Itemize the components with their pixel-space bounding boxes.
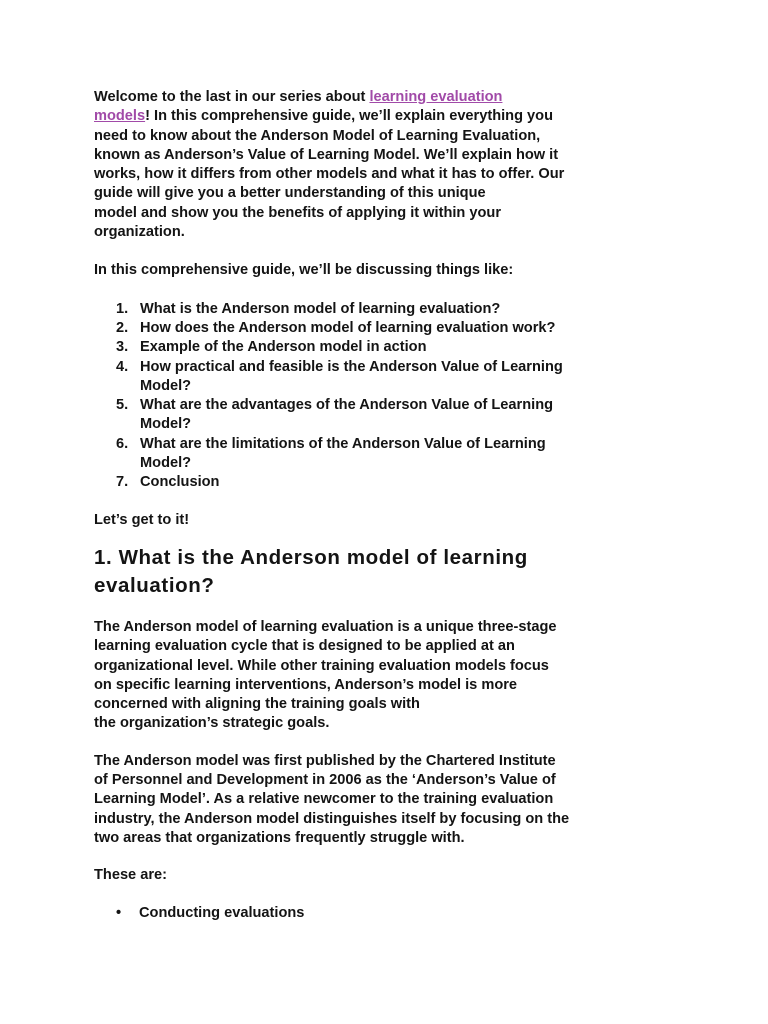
paragraph-line: on specific learning interventions, Anderson’s model is more — [94, 676, 518, 693]
toc-number: 3. — [116, 339, 129, 356]
section-heading-line: evaluation? — [94, 574, 215, 598]
lets-go-text: Let’s get to it! — [94, 511, 190, 528]
section-paragraph-2 — [94, 752, 684, 848]
intro-line: organization. — [94, 224, 185, 241]
section-heading — [94, 544, 684, 601]
learning-evaluation-models-link[interactable]: learning evaluation — [369, 89, 503, 105]
toc-item-6 — [94, 435, 684, 474]
toc-item-1 — [94, 300, 684, 319]
toc-text: What are the limitations of the Anderson Value of Learning — [140, 435, 546, 452]
document-page — [94, 88, 684, 923]
paragraph-line: The Anderson model of learning evaluation is a unique three-stage — [94, 618, 557, 635]
toc-item-4 — [94, 358, 684, 397]
intro-line: model and show you the benefits of applying it within your — [94, 204, 502, 221]
toc-item-2 — [94, 319, 684, 338]
toc-number: 5. — [116, 397, 129, 414]
intro-text-post: ! In this comprehensive guide, we’ll explain everything you — [145, 108, 554, 125]
intro-line: works, how it differs from other models and what it has to offer. Our — [94, 166, 565, 183]
paragraph-line: learning evaluation cycle that is designed to be applied at an — [94, 638, 515, 655]
section-heading-line: 1. What is the Anderson model of learning — [94, 545, 528, 569]
paragraph-line: industry, the Anderson model distinguishes itself by focusing on the — [94, 810, 570, 827]
toc-text: How practical and feasible is the Anderson Value of Learning — [140, 358, 563, 375]
toc-number: 2. — [116, 319, 129, 336]
toc-number: 1. — [116, 300, 129, 317]
toc-list — [94, 300, 684, 493]
intro-line: need to know about the Anderson Model of Learning Evaluation, — [94, 127, 541, 144]
paragraph-line: organizational level. While other training evaluation models focus — [94, 657, 549, 674]
toc-item-3 — [94, 338, 684, 357]
toc-item-7 — [94, 473, 684, 492]
bullet-dot: • — [116, 904, 122, 921]
toc-text: Example of the Anderson model in action — [140, 339, 427, 356]
paragraph-line: Learning Model’. As a relative newcomer to the training evaluation — [94, 791, 554, 808]
intro-line: known as Anderson’s Value of Learning Model. We’ll explain how it — [94, 146, 559, 163]
learning-evaluation-models-link-cont[interactable]: models — [94, 108, 146, 125]
section-paragraph-1 — [94, 618, 684, 734]
toc-item-5 — [94, 396, 684, 435]
bullet-item — [94, 904, 684, 923]
toc-text: What is the Anderson model of learning evaluation? — [140, 300, 501, 317]
toc-number: 4. — [116, 358, 129, 375]
paragraph-line: two areas that organizations frequently struggle with. — [94, 829, 465, 846]
paragraph-line: of Personnel and Development in 2006 as the ‘Anderson’s Value of — [94, 772, 556, 789]
toc-text-cont: Model? — [140, 455, 192, 472]
intro-line-2 — [94, 107, 684, 126]
toc-intro: In this comprehensive guide, we’ll be discussing things like: — [94, 262, 514, 279]
paragraph-line: the organization’s strategic goals. — [94, 715, 330, 732]
toc-text-cont: Model? — [140, 416, 192, 433]
intro-line: guide will give you a better understanding of this unique — [94, 185, 486, 202]
toc-text-cont: Model? — [140, 377, 192, 394]
bullet-list — [94, 904, 684, 923]
toc-text: How does the Anderson model of learning evaluation work? — [140, 319, 556, 336]
intro-text-pre: Welcome to the last in our series about — [94, 89, 370, 105]
these-are-text: These are: — [94, 867, 168, 884]
toc-number: 6. — [116, 435, 129, 452]
paragraph-line: The Anderson model was first published by the Chartered Institute — [94, 752, 556, 769]
intro-paragraph — [94, 88, 684, 242]
paragraph-line: concerned with aligning the training goals with — [94, 696, 420, 713]
toc-number: 7. — [116, 474, 129, 491]
toc-text: What are the advantages of the Anderson Value of Learning — [140, 397, 554, 414]
intro-line-1 — [94, 88, 684, 107]
toc-text: Conclusion — [140, 474, 220, 491]
bullet-text: Conducting evaluations — [139, 904, 305, 921]
